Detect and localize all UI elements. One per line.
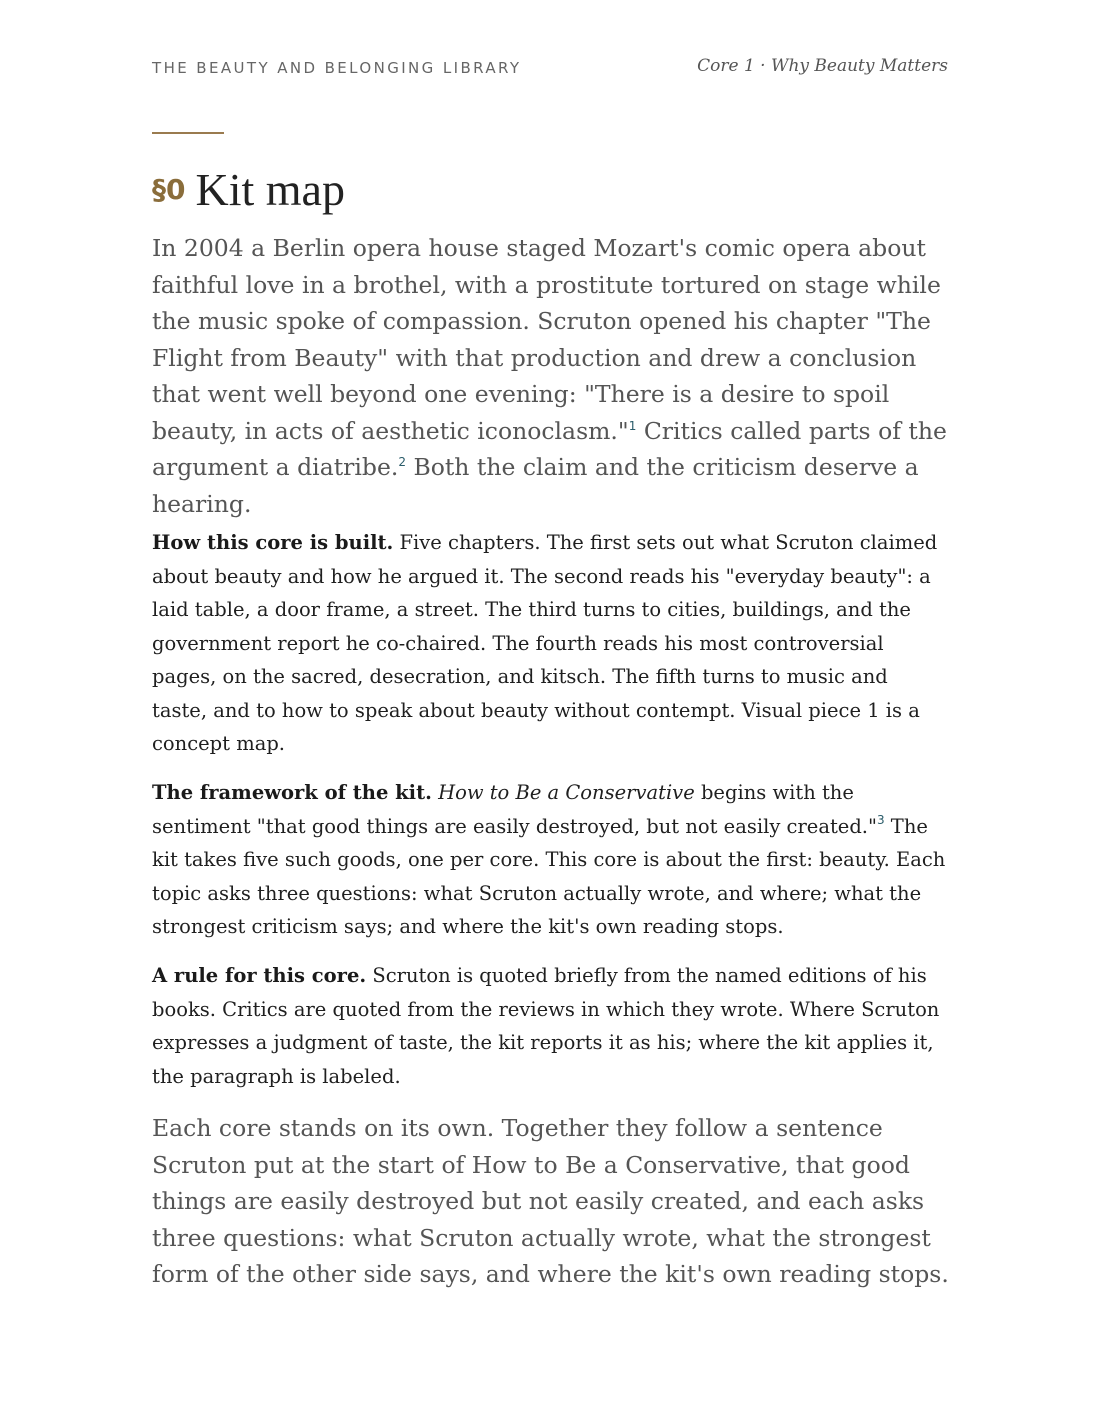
closing-paragraph: Each core stands on its own. Together they follow a sentence Scruton put at the start of How to Be a Conservative, that good things are easily destroyed but not easily created, and each asks three questions: what Scruton actually wrote, what the strongest form of the other side says, and where the kit's own reading stops. bbox=[152, 1114, 949, 1288]
footnote-ref-1[interactable]: 1 bbox=[628, 418, 637, 433]
book-title: How to Be a Conservative bbox=[438, 781, 695, 804]
lead-text: Critics called parts of the argument a diatribe. bbox=[152, 416, 947, 481]
running-header bbox=[152, 56, 948, 80]
paragraph-label: How this core is built. bbox=[152, 531, 394, 554]
lead-paragraph bbox=[152, 230, 948, 522]
section-title: Kit map bbox=[195, 164, 345, 215]
section-mark: §0 bbox=[152, 173, 186, 206]
footnote-ref-2[interactable]: 2 bbox=[398, 455, 406, 469]
footnote-ref-3[interactable]: 3 bbox=[876, 812, 885, 827]
paragraph-text: Five chapters. The first sets out what Scruton claimed about beauty and how he argued it. The second reads his "everyday beauty": a laid table, a door frame, a street. The third turns to cities, buildings, and the government report he co-chaired. The fourth reads his most controversial pages, on the sacred, desecration, and kitsch. The fifth turns to music and taste, and to how to speak about beauty without contempt. Visual piece 1 is a concept map. bbox=[152, 531, 938, 755]
paragraph-text: The kit takes five such goods, one per core. This core is about the first: beauty. Each topic asks three questions: what Scruton actually wrote, and where; what the strongest criticism says; and where the kit's own reading stops. bbox=[152, 814, 946, 938]
paragraph-text: begins with the sentiment "that good things are easily destroyed, but not easily created." bbox=[152, 781, 877, 838]
core-label: Core 1 · Why Beauty Matters bbox=[697, 56, 948, 76]
library-name: THE BEAUTY AND BELONGING LIBRARY bbox=[152, 59, 522, 77]
section-divider bbox=[152, 132, 224, 134]
core-structure-paragraph bbox=[152, 526, 948, 761]
lead-text: Both the claim and the criticism deserve a hearing. bbox=[152, 453, 919, 518]
paragraph-text: Scruton is quoted briefly from the named editions of his books. Critics are quoted from the reviews in which they wrote. Where Scruton expresses a judgment of taste, the kit reports it as his; where the kit applies it, the paragraph is labeled. bbox=[152, 964, 940, 1088]
section-heading bbox=[152, 163, 345, 213]
paragraph-label: The framework of the kit. bbox=[152, 781, 432, 804]
lead-text: In 2004 a Berlin opera house staged Mozart's comic opera about faithful love in a brothel, with a prostitute tortured on stage while the music spoke of compassion. Scruton opened his chapter "The Flight from Beauty" with that production and drew a conclusion that went well beyond one evening: "There is a desire to spoil beauty, in acts of aesthetic iconoclasm." bbox=[152, 234, 941, 445]
paragraph-label: A rule for this core. bbox=[152, 964, 367, 987]
framework-paragraph bbox=[152, 776, 948, 944]
core-rule-paragraph bbox=[152, 959, 948, 1093]
